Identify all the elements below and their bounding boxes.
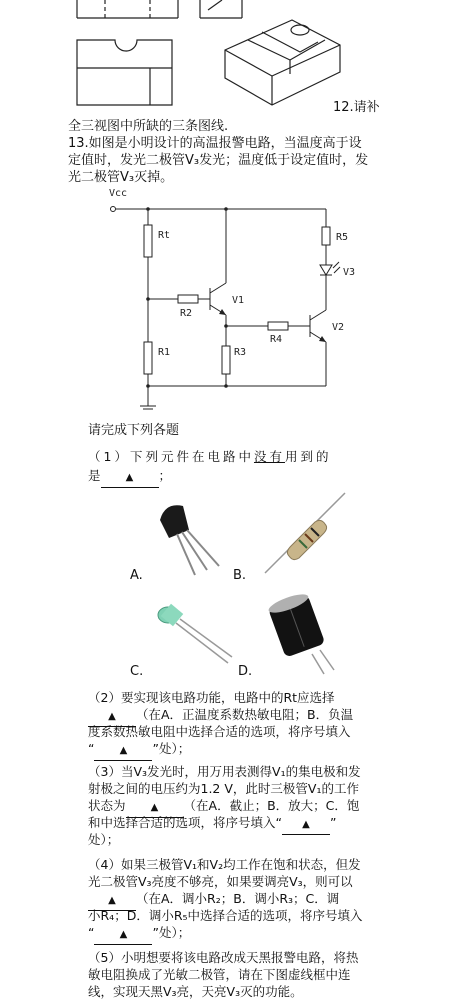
component-c-label: C. bbox=[130, 664, 144, 679]
component-a-transistor-image bbox=[125, 490, 245, 585]
part-3-line2: 射极之间的电压约为1.2 V，此时三极管V₁的工作 bbox=[88, 781, 359, 796]
part-3-line3: 状态为 ▲ （在A．截止；B．放大；C．饱 bbox=[88, 796, 359, 818]
component-a-label: A. bbox=[130, 568, 143, 583]
vcc-label: Vcc bbox=[109, 188, 128, 199]
part-1-answer-blank[interactable]: ▲ bbox=[101, 466, 159, 488]
instructions: 请完成下列各题 bbox=[88, 423, 180, 438]
v2-emitter-arrow bbox=[319, 336, 326, 342]
part-2-answer-blank[interactable]: ▲ bbox=[88, 705, 136, 727]
component-d-capacitor-image bbox=[262, 592, 352, 677]
v1-label: V1 bbox=[232, 295, 245, 306]
part-2-line3: 度系数热敏电阻中选择合适的选项，将序号填入 bbox=[88, 724, 351, 739]
part-4-line1: （4）如果三极管V₁和V₂均工作在饱和状态，但发 bbox=[88, 857, 361, 872]
part-4-line2: 光二极管V₃亮度不够亮，如果要调亮V₃，则可以 bbox=[88, 874, 353, 889]
part-2-line1: （2）要实现该电路功能，电路中的Rt应选择 bbox=[88, 690, 335, 705]
part-5-line3: 线，实现天黑V₃亮，天亮V₃灭的功能。 bbox=[88, 984, 303, 999]
part-1-line1: （1）下列元件在电路中没有用到的 bbox=[88, 449, 332, 464]
v1-emitter-arrow bbox=[219, 309, 226, 315]
component-b-resistor-image bbox=[255, 488, 355, 583]
side-view bbox=[200, 0, 242, 18]
part-2-line4: “ ▲ ”处）； bbox=[88, 739, 190, 761]
component-b-label: B. bbox=[233, 568, 247, 583]
part-5-line1: （5）小明想要将该电路改成天黑报警电路，将热 bbox=[88, 950, 359, 965]
part-2-quote-blank[interactable]: ▲ bbox=[94, 739, 152, 761]
isometric-view bbox=[225, 20, 340, 105]
three-view-drawings bbox=[0, 0, 463, 120]
part-3-line5: 处）； bbox=[88, 832, 120, 847]
question-12-text: 全三视图中所缺的三条图线. bbox=[68, 119, 229, 134]
component-d-label: D. bbox=[238, 664, 253, 679]
rt-label: Rt bbox=[158, 230, 171, 241]
r3-label: R3 bbox=[234, 347, 247, 358]
r4-label: R4 bbox=[270, 334, 283, 345]
part-1-line2: 是 ▲ ； bbox=[88, 466, 171, 488]
part-4-answer-blank[interactable]: ▲ bbox=[88, 889, 136, 911]
component-c-led-image bbox=[150, 595, 240, 675]
part-3-line4: 和中选择合适的选项，将序号填入“ ▲ ” bbox=[88, 813, 336, 835]
v2-label: V2 bbox=[332, 322, 345, 333]
part-2-line2: ▲ （在A．正温度系数热敏电阻；B．负温 bbox=[88, 705, 353, 727]
r2-label: R2 bbox=[180, 308, 193, 319]
front-view bbox=[77, 0, 178, 18]
question-13-intro-line1: 13.如图是小明设计的高温报警电路，当温度高于设 bbox=[68, 136, 362, 151]
part-3-line1: （3）当V₃发光时，用万用表测得V₁的集电极和发 bbox=[88, 764, 361, 779]
r1-label: R1 bbox=[158, 347, 171, 358]
part-4-line4: 小R₄；D．调小R₅中选择合适的选项，将序号填入 bbox=[88, 908, 363, 923]
v3-label: V3 bbox=[343, 267, 356, 278]
part-3-quote-blank[interactable]: ▲ bbox=[282, 813, 330, 835]
part-3-answer-blank[interactable]: ▲ bbox=[126, 796, 184, 818]
question-13-intro-line2: 定值时，发光二极管V₃发光；温度低于设定值时，发 bbox=[68, 153, 369, 168]
top-view bbox=[77, 40, 172, 105]
part-5-line2: 敏电阻换成了光敏二极管，请在下图虚线框中连 bbox=[88, 967, 351, 982]
part-4-line3: ▲ （在A．调小R₂；B．调小R₃；C．调 bbox=[88, 889, 339, 911]
part-4-line5: “ ▲ ”处）； bbox=[88, 923, 190, 945]
alarm-circuit-diagram bbox=[0, 180, 463, 415]
r5-label: R5 bbox=[336, 232, 349, 243]
part-4-quote-blank[interactable]: ▲ bbox=[94, 923, 152, 945]
question-12-number: 12.请补 bbox=[333, 100, 380, 115]
question-13-intro-line3: 光二极管V₃灭掉。 bbox=[68, 170, 174, 185]
